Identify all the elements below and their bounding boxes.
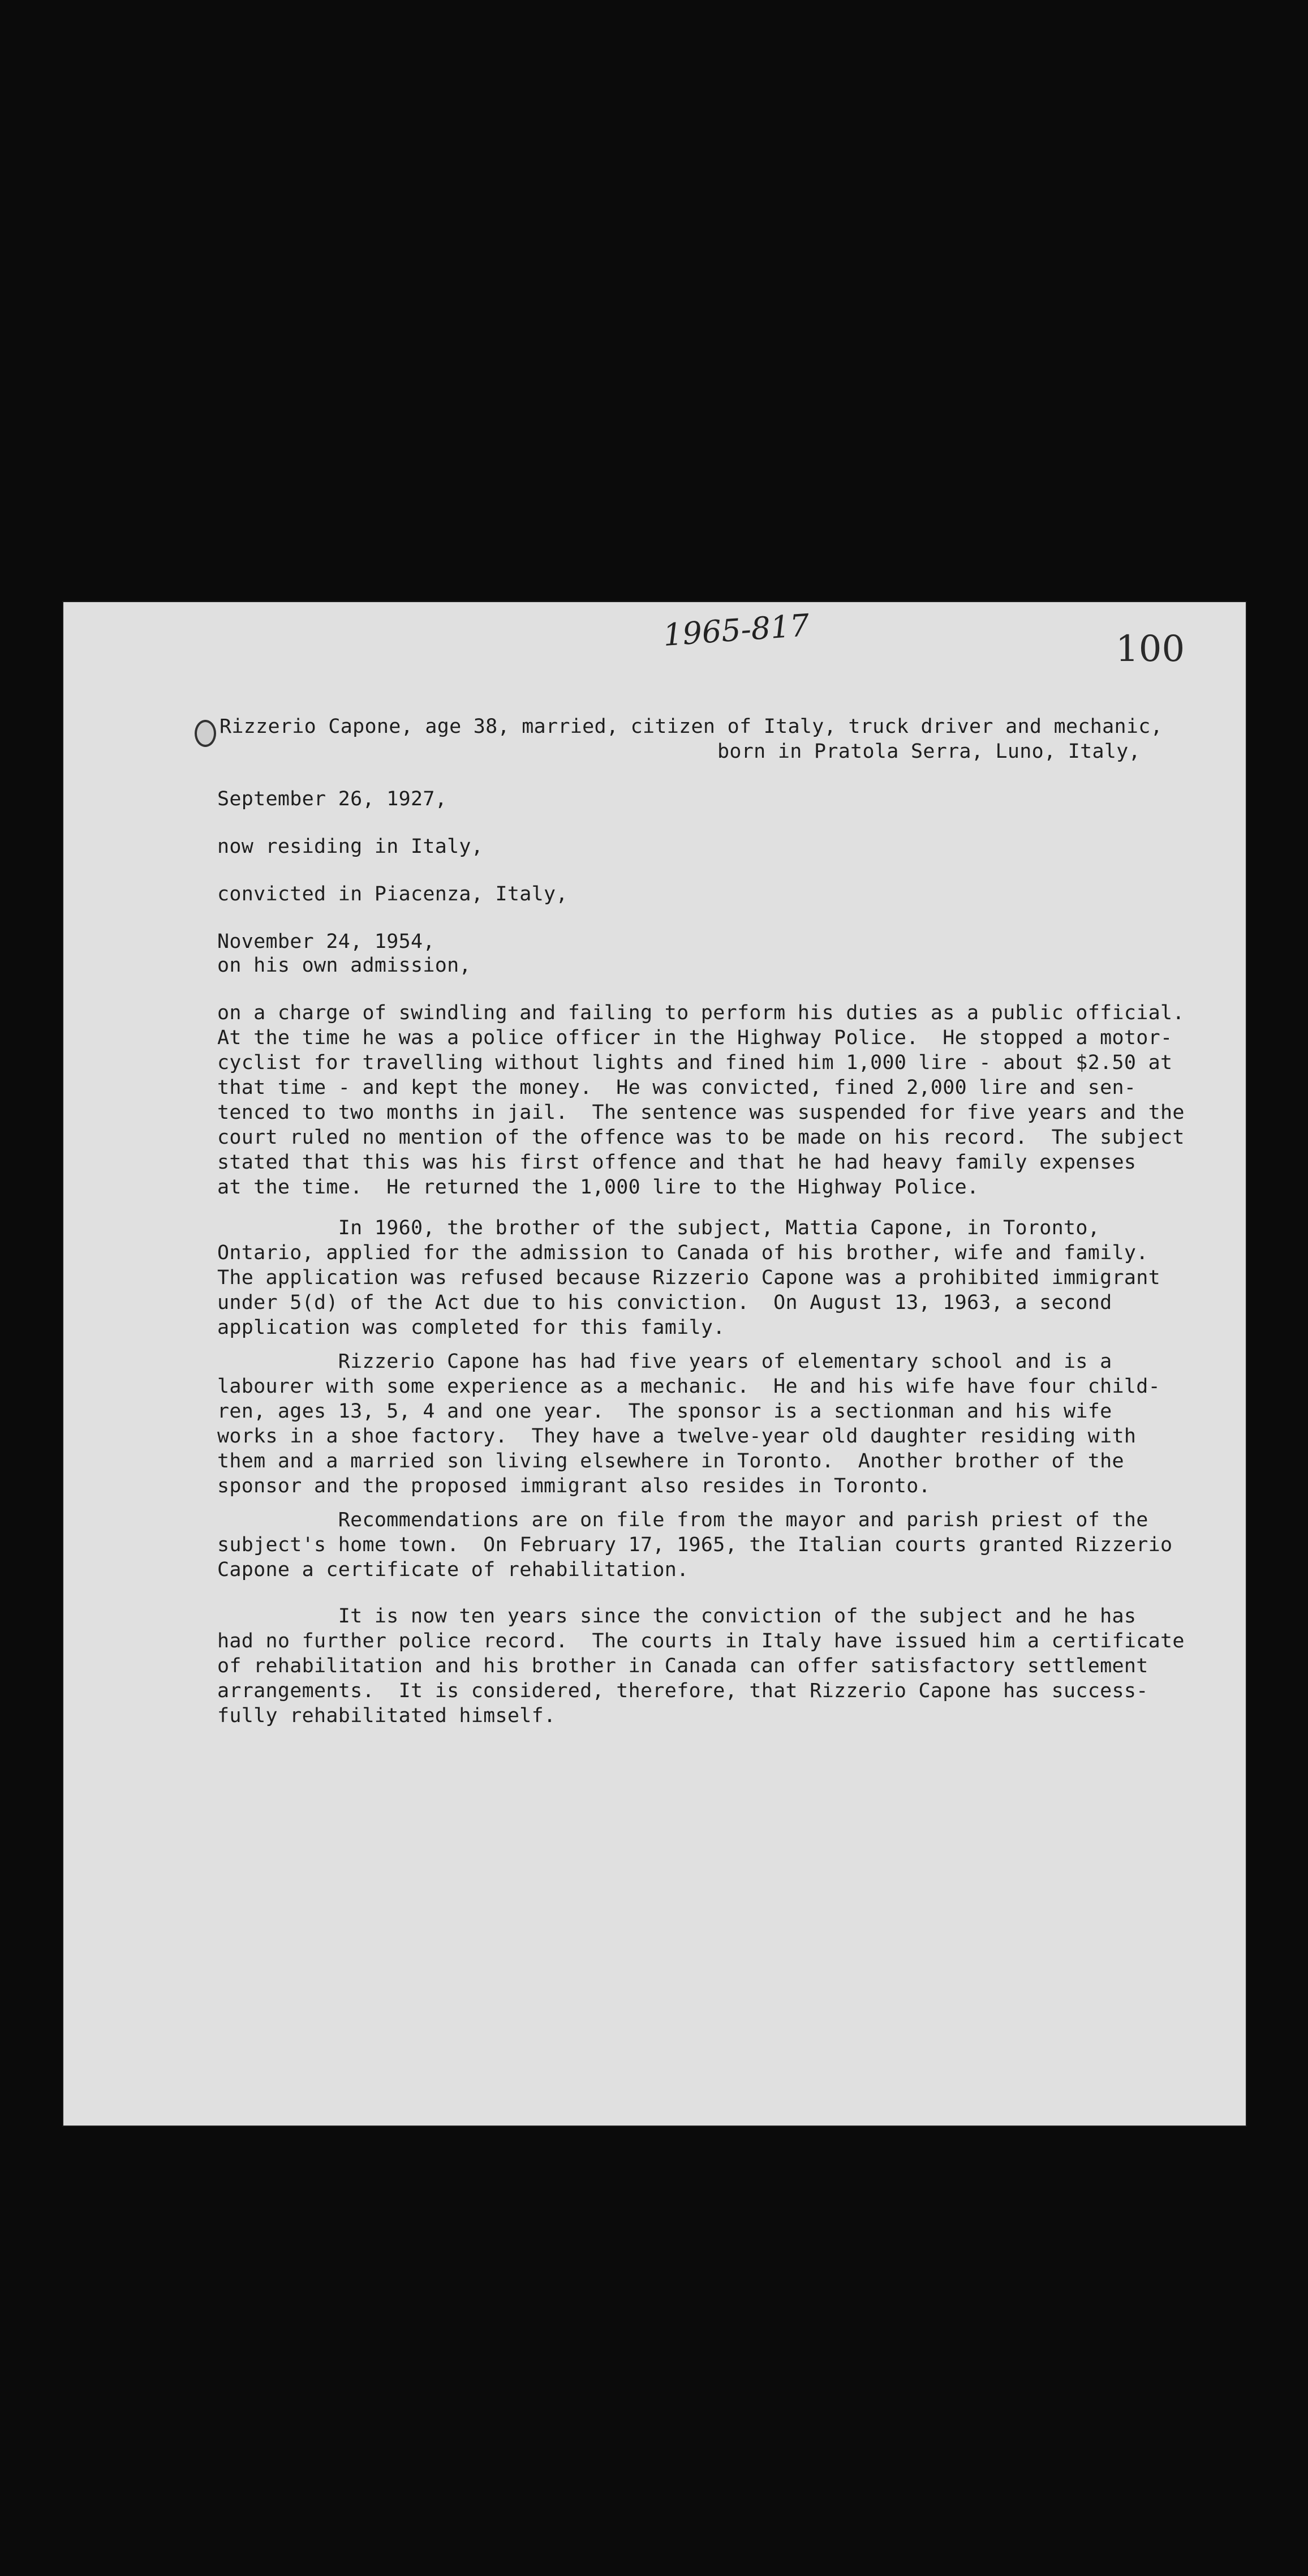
- punch-hole: [195, 720, 216, 747]
- residence: now residing in Italy,: [217, 835, 484, 858]
- paragraph-conclusion: It is now ten years since the conviction of the subject and he has had no further police record. The courts in Italy have issued him a certificate of rehabilitation and his brother in Canada can offer satisfactory settlement arrangements. It is considered, therefore, that Rizzerio Capone has success- fully rehabilitated himself.: [217, 1605, 1185, 1727]
- admission-note: on his own admission,: [217, 954, 471, 977]
- subject-header-line-1: Rizzerio Capone, age 38, married, citizen of Italy, truck driver and mechanic,: [220, 715, 1163, 738]
- birth-date: September 26, 1927,: [217, 788, 448, 810]
- conviction-place: convicted in Piacenza, Italy,: [217, 883, 568, 905]
- conviction-date: November 24, 1954,: [217, 930, 435, 953]
- paragraph-application: In 1960, the brother of the subject, Mattia Capone, in Toronto, Ontario, applied for the admission to Canada of his brother, wife and family. The application was refused because Rizzerio Capone was a prohibited immigrant under 5(d) of the Act due to his conviction. On August 13, 1963, a second application was completed for this family.: [217, 1217, 1160, 1339]
- page-number: 100: [1116, 628, 1185, 670]
- document-page: [63, 602, 1246, 2126]
- paragraph-family: Rizzerio Capone has had five years of elementary school and is a labourer with some experience as a mechanic. He and his wife have four child- ren, ages 13, 5, 4 and one year. The sponsor is a sectionman and his wife works in a shoe factory. They have a twelve-year old daughter residing with them and a married son living elsewhere in Toronto. Another brother of the sponsor and the proposed immigrant also resides in Toronto.: [217, 1350, 1160, 1497]
- paragraph-recommendations: Recommendations are on file from the mayor and parish priest of the subject's home town. On February 17, 1965, the Italian courts granted Rizzerio Capone a certificate of rehabilitation.: [217, 1509, 1173, 1581]
- paragraph-charge: on a charge of swindling and failing to perform his duties as a public official. At the time he was a police officer in the Highway Police. He stopped a motor- cyclist for travelling without lights and fined him 1,000 lire - about $2.50 at that time - and kept the money. He was convicted, fined 2,000 lire and sen- tenced to two months in jail. The sentence was suspended for five years and the court ruled no mention of the offence was to be made on his record. The subject stated that this was his first offence and that he had heavy family expenses at the time. He returned the 1,000 lire to the Highway Police.: [217, 1002, 1185, 1199]
- subject-header-line-2: born in Pratola Serra, Luno, Italy,: [717, 740, 1141, 763]
- handwritten-file-number: 1965-817: [662, 607, 811, 653]
